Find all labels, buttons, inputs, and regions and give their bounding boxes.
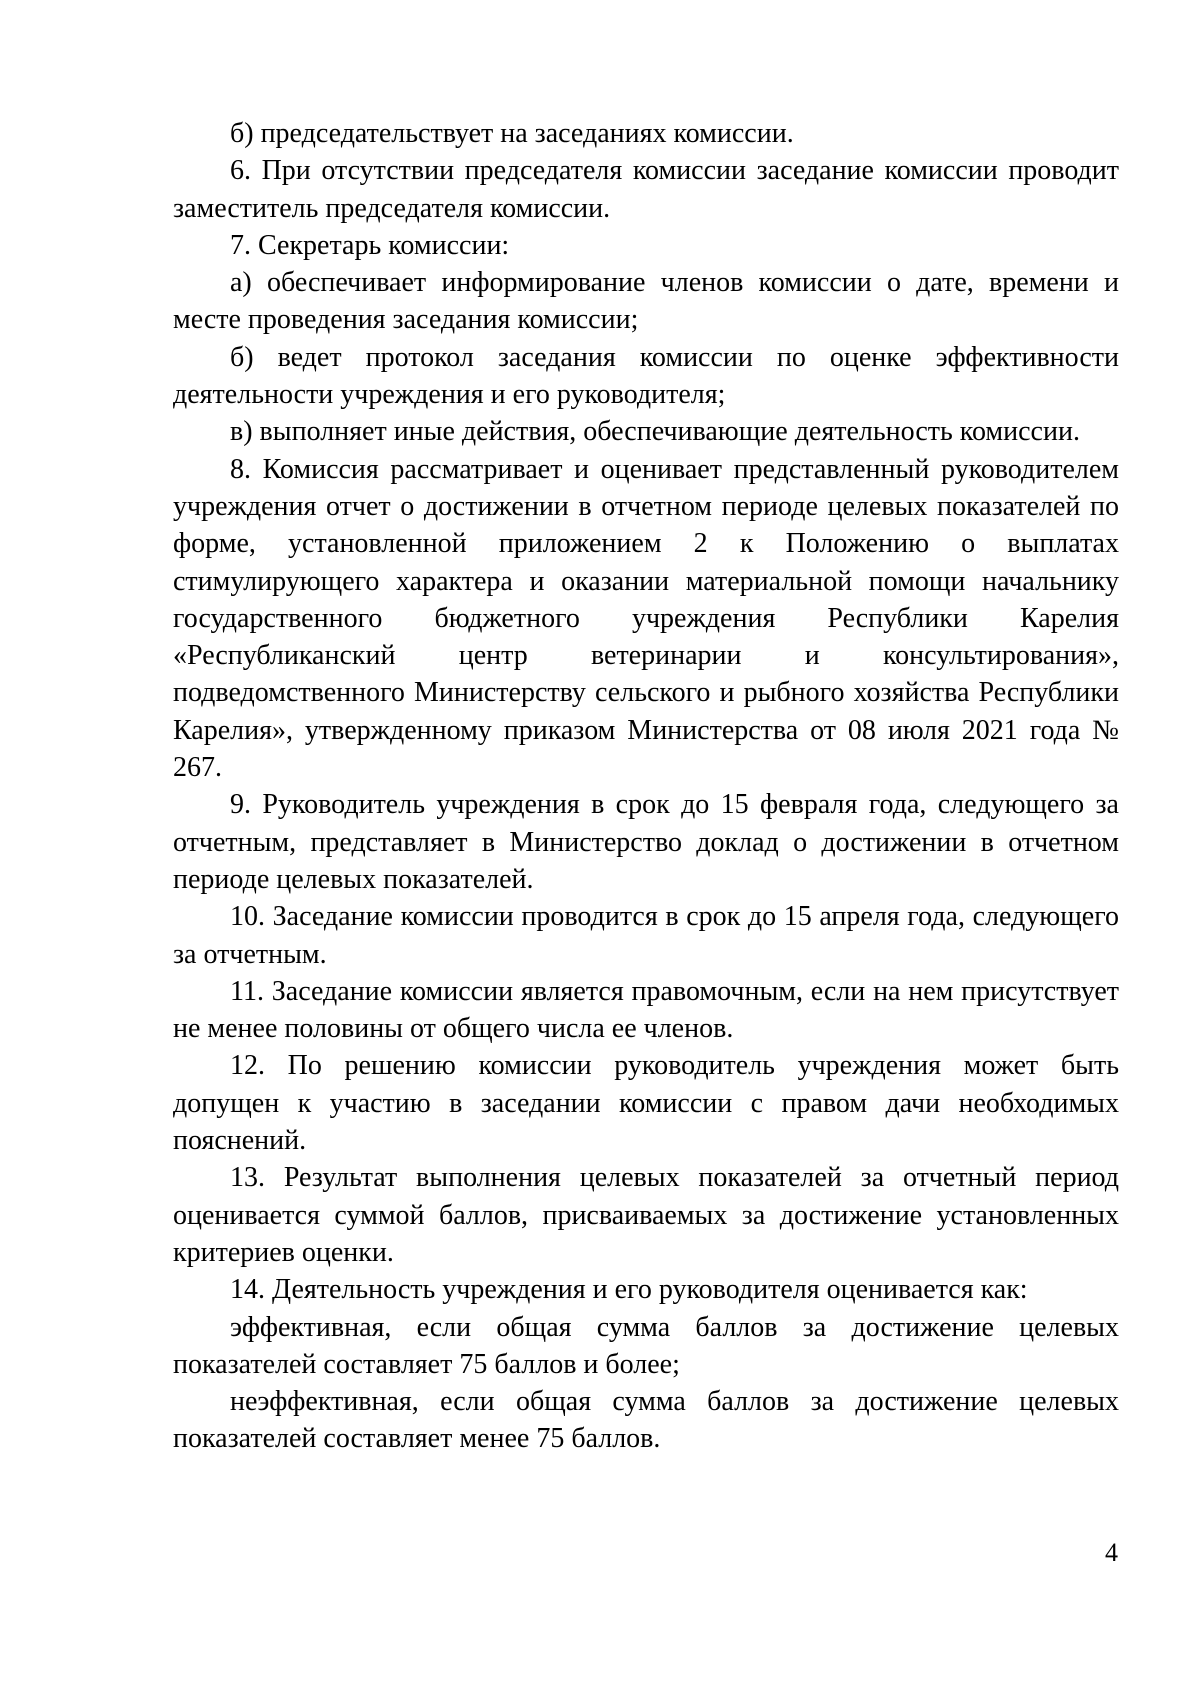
paragraph-10-meeting-deadline: 10. Заседание комиссии проводится в срок до 15 апреля года, следующего за отчетным. bbox=[173, 901, 1119, 970]
paragraph-14-assessment: 14. Деятельность учреждения и его руководителя оценивается как: bbox=[230, 1274, 1028, 1306]
document-body bbox=[173, 115, 1119, 1458]
paragraph-9-report-deadline: 9. Руководитель учреждения в срок до 15 февраля года, следующего за отчетным, представляет в Министерство доклад о достижении в отчетном периоде целевых показателей. bbox=[173, 789, 1119, 895]
paragraph-7a-informing: а) обеспечивает информирование членов комиссии о дате, времени и месте проведения заседания комиссии; bbox=[173, 267, 1119, 336]
paragraph-b-chairs-meetings: б) председательствует на заседаниях комиссии. bbox=[230, 118, 794, 149]
paragraph-7-secretary: 7. Секретарь комиссии: bbox=[230, 229, 510, 261]
paragraph-7b-protocol: б) ведет протокол заседания комиссии по оценке эффективности деятельности учреждения и его руководителя; bbox=[173, 341, 1119, 411]
paragraph-6-deputy-chair: 6. При отсутствии председателя комиссии заседание комиссии проводит заместитель председателя комиссии. bbox=[173, 155, 1119, 224]
paragraph-13-scoring: 13. Результат выполнения целевых показателей за отчетный период оценивается суммой баллов, присваиваемых за достижение установленных критериев оценки. bbox=[173, 1162, 1119, 1268]
paragraph-12-head-participation: 12. По решению комиссии руководитель учреждения может быть допущен к участию в заседании комиссии с правом дачи необходимых пояснений. bbox=[173, 1050, 1119, 1157]
paragraph-7v-other-actions: в) выполняет иные действия, обеспечивающие деятельность комиссии. bbox=[230, 416, 1080, 448]
paragraph-effective: эффективная, если общая сумма баллов за достижение целевых показателей составляет 75 баллов и более; bbox=[173, 1311, 1119, 1380]
paragraph-11-quorum: 11. Заседание комиссии является правомочным, если на нем присутствует не менее половины от общего числа ее членов. bbox=[173, 975, 1119, 1045]
paragraph-8-report-review: 8. Комиссия рассматривает и оценивает представленный руководителем учреждения отчет о достижении в отчетном периоде целевых показателей по форме, установленной приложением 2 к Положению о выплатах стимулирующего характера и оказании материальной помощи начальнику государственного бюджетного учреждения Республики Карелия «Республиканский центр ветеринарии и консультирования», подведомственного Министерству сельского и рыбного хозяйства Республики Карелия», утвержденному приказом Министерства от 08 июля 2021 года № 267. bbox=[173, 453, 1119, 784]
page-number: 4 bbox=[1105, 1538, 1118, 1567]
paragraph-ineffective: неэффективная, если общая сумма баллов за достижение целевых показателей составляет менее 75 баллов. bbox=[173, 1386, 1119, 1455]
